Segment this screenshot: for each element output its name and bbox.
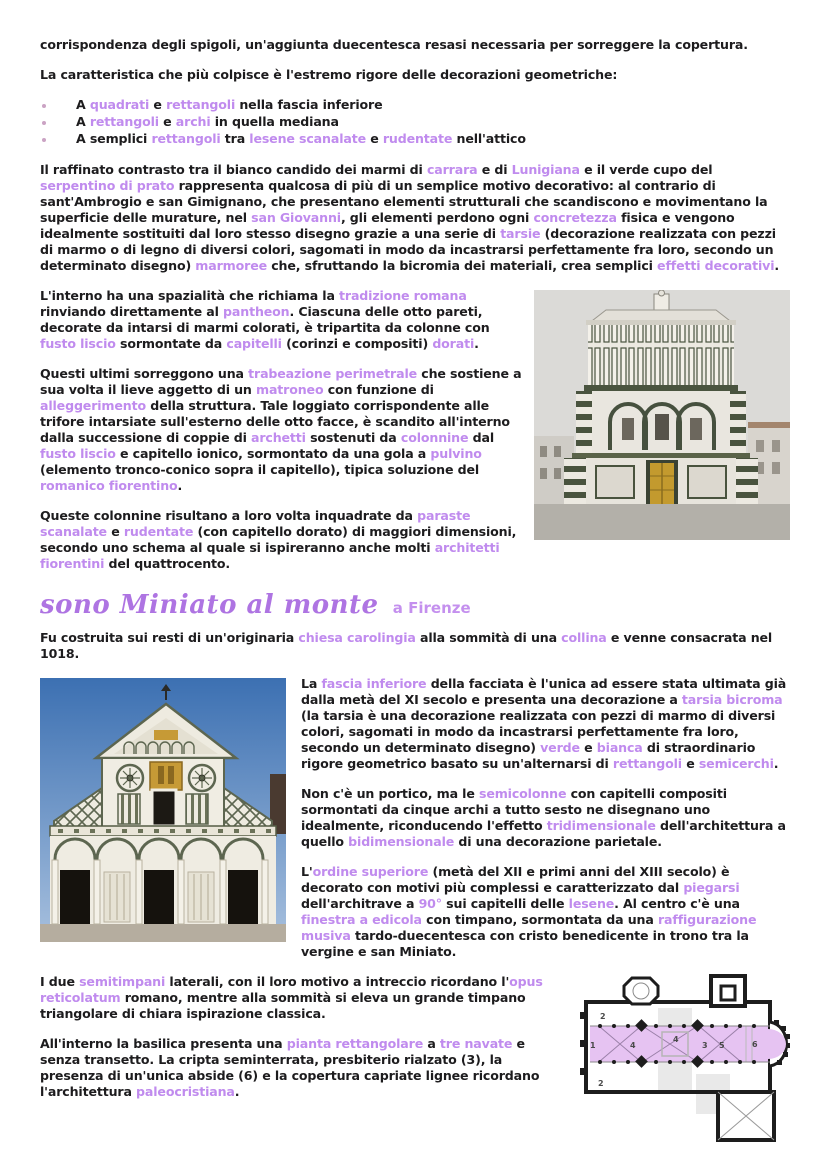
svg-text:4: 4 bbox=[630, 1041, 636, 1050]
san-miniato-section bbox=[40, 676, 790, 974]
paragraph-pianta: All'interno la basilica presenta una pianta rettangolare a tre navate e senza transetto. La cripta seminterrata, presbiterio rialzato (3), la presenza di un'unica abside (6) e la copertura capriate lignee ricordano l'architettura paleocristiana. bbox=[40, 1036, 540, 1099]
svg-text:1: 1 bbox=[590, 1041, 596, 1050]
ground bbox=[40, 924, 286, 942]
sacristy-octagon bbox=[624, 978, 658, 1004]
san-miniato-illustration bbox=[40, 678, 286, 942]
door-left bbox=[60, 870, 90, 924]
paragraph-interno: L'interno ha una spazialità che richiama la tradizione romana rinviando direttamente al pantheon. Ciascuna delle otto pareti, decorate da intarsi di marmi colorati, è tripartita da colonne con fusto liscio sormontate da capitelli (corinzi e compositi) dorati. bbox=[40, 288, 490, 351]
section-heading-san-miniato bbox=[40, 590, 790, 620]
decorazioni-bullet-list bbox=[40, 97, 790, 147]
piazza-ground bbox=[534, 502, 790, 540]
aedicule-window bbox=[152, 790, 176, 826]
paragraph-ordine-superiore: L'ordine superiore (metà del XII e primi anni del XIII secolo) è decorato con motivi più complessi e caratterizzato dal piegarsi dell'architrave a 90° sui capitelli delle lesene. Al centro c'è una finestra a edicola con timpano, sormontata da una raffigurazione musiva tardo-duecentesca con cristo benedicente in trono tra la vergine e san Miniato. bbox=[301, 864, 757, 959]
baptistery-photo bbox=[534, 290, 790, 540]
baptistery-section bbox=[40, 288, 790, 586]
svg-text:5: 5 bbox=[719, 1041, 725, 1050]
heading-sub-text: a Firenze bbox=[392, 599, 471, 617]
san-miniato-photo bbox=[40, 678, 286, 942]
floor-plan-illustration bbox=[578, 974, 790, 1144]
baptistery-illustration bbox=[534, 290, 790, 540]
svg-text:2: 2 bbox=[598, 1079, 604, 1088]
paragraph-caratteristica: La caratteristica che più colpisce è l'estremo rigore delle decorazioni geometriche: bbox=[40, 67, 618, 82]
paragraph-copertura: corrispondenza degli spigoli, un'aggiunta duecentesca resasi necessaria per sorreggere la copertura. bbox=[40, 37, 748, 52]
bullet-attico: A semplici rettangoli tra lesene scanalate e rudentate nell'attico bbox=[40, 131, 790, 147]
campanile bbox=[711, 976, 745, 1006]
mosaic bbox=[150, 762, 182, 790]
svg-text:4: 4 bbox=[673, 1035, 679, 1044]
paragraph-contrasto-marmi: Il raffinato contrasto tra il bianco candido dei marmi di carrara e di Lunigiana e il verde cupo del serpentino di prato rappresenta qualcosa di più di un semplice motivo decorativo: al contrario di sant'Ambrogio e san Gimignano, che presentano elementi strutturali che scandiscono e movimentano la superficie delle murature, nel san Giovanni, gli elementi perdono ogni concretezza fisica e vengono idealmente sostituiti dal loro stesso disegno grazie a una serie di tarsie (decorazione realizzata con pezzi di marmo o di legno di diversi colori, sagomati in modo da incastrarsi perfettamente fra loro, secondo un determinato disegno) marmoree che, sfruttando la bicromia dei materiali, crea semplici effetti decorativi. bbox=[40, 162, 780, 273]
bullet-mediana: A rettangoli e archi in quella mediana bbox=[40, 114, 790, 130]
door-center bbox=[144, 870, 174, 924]
paragraph-trabeazione: Questi ultimi sorreggono una trabeazione perimetrale che sostiene a sua volta il lieve aggetto di un matroneo con funzione di alleggerimento della struttura. Tale loggiato corrispondente alle trifore intarsiate sull'esterno delle otto facce, è scandito all'interno dalla successione di coppie di archetti sostenuti da colonnine dal fusto liscio e capitello ionico, sormontato da una gola a pulvino (elemento tronco-conico sopra il capitello), tipica soluzione del romanico fiorentino. bbox=[40, 366, 522, 493]
svg-text:3: 3 bbox=[702, 1041, 708, 1050]
heading-script-text: sono Miniato al monte bbox=[40, 590, 379, 620]
door-right bbox=[228, 870, 258, 924]
paragraph-fascia-inferiore: La fascia inferiore della facciata è l'unica ad essere stata ultimata già dalla metà del XI secolo e presenta una decorazione a tarsia bicroma (la tarsia è una decorazione realizzata con pezzi di marmo di diversi colori, sagomati in modo da incastrarsi perfettamente fra loro, secondo un determinato disegno) verde e bianca di straordinario rigore geometrico basato su un'alternarsi di rettangoli e semicerchi. bbox=[301, 676, 787, 771]
floor-plan-diagram bbox=[578, 974, 790, 1144]
svg-text:2: 2 bbox=[600, 1012, 606, 1021]
paragraph-fondazione: Fu costruita sui resti di un'originaria chiesa carolingia alla sommità di una collina e venne consacrata nel 1018. bbox=[40, 630, 773, 661]
paragraph-portico: Non c'è un portico, ma le semicolonne con capitelli compositi sormontati da cinque archi a tutto sesto ne disegnano uno idealmente, riconducendo l'effetto tridimensionale dell'architettura a quello bidimensionale di una decorazione parietale. bbox=[301, 786, 786, 849]
paragraph-paraste: Queste colonnine risultano a loro volta inquadrate da paraste scanalate e rudentate (con capitello dorato) di maggiori dimensioni, secondo uno schema al quale si ispireranno anche molti architetti fiorentini del quattrocento. bbox=[40, 508, 517, 571]
bullet-fascia-inferiore: A quadrati e rettangoli nella fascia inferiore bbox=[40, 97, 790, 113]
paragraph-semitimpani: I due semitimpani laterali, con il loro motivo a intreccio ricordano l'opus reticolatum romano, mentre alla sommità si eleva un grande timpano triangolare di chiara ispirazione classica. bbox=[40, 974, 543, 1021]
side-chapel bbox=[718, 1092, 774, 1140]
pianta-section bbox=[40, 974, 790, 1148]
baptistery-building bbox=[564, 290, 758, 504]
svg-text:6: 6 bbox=[752, 1040, 758, 1049]
